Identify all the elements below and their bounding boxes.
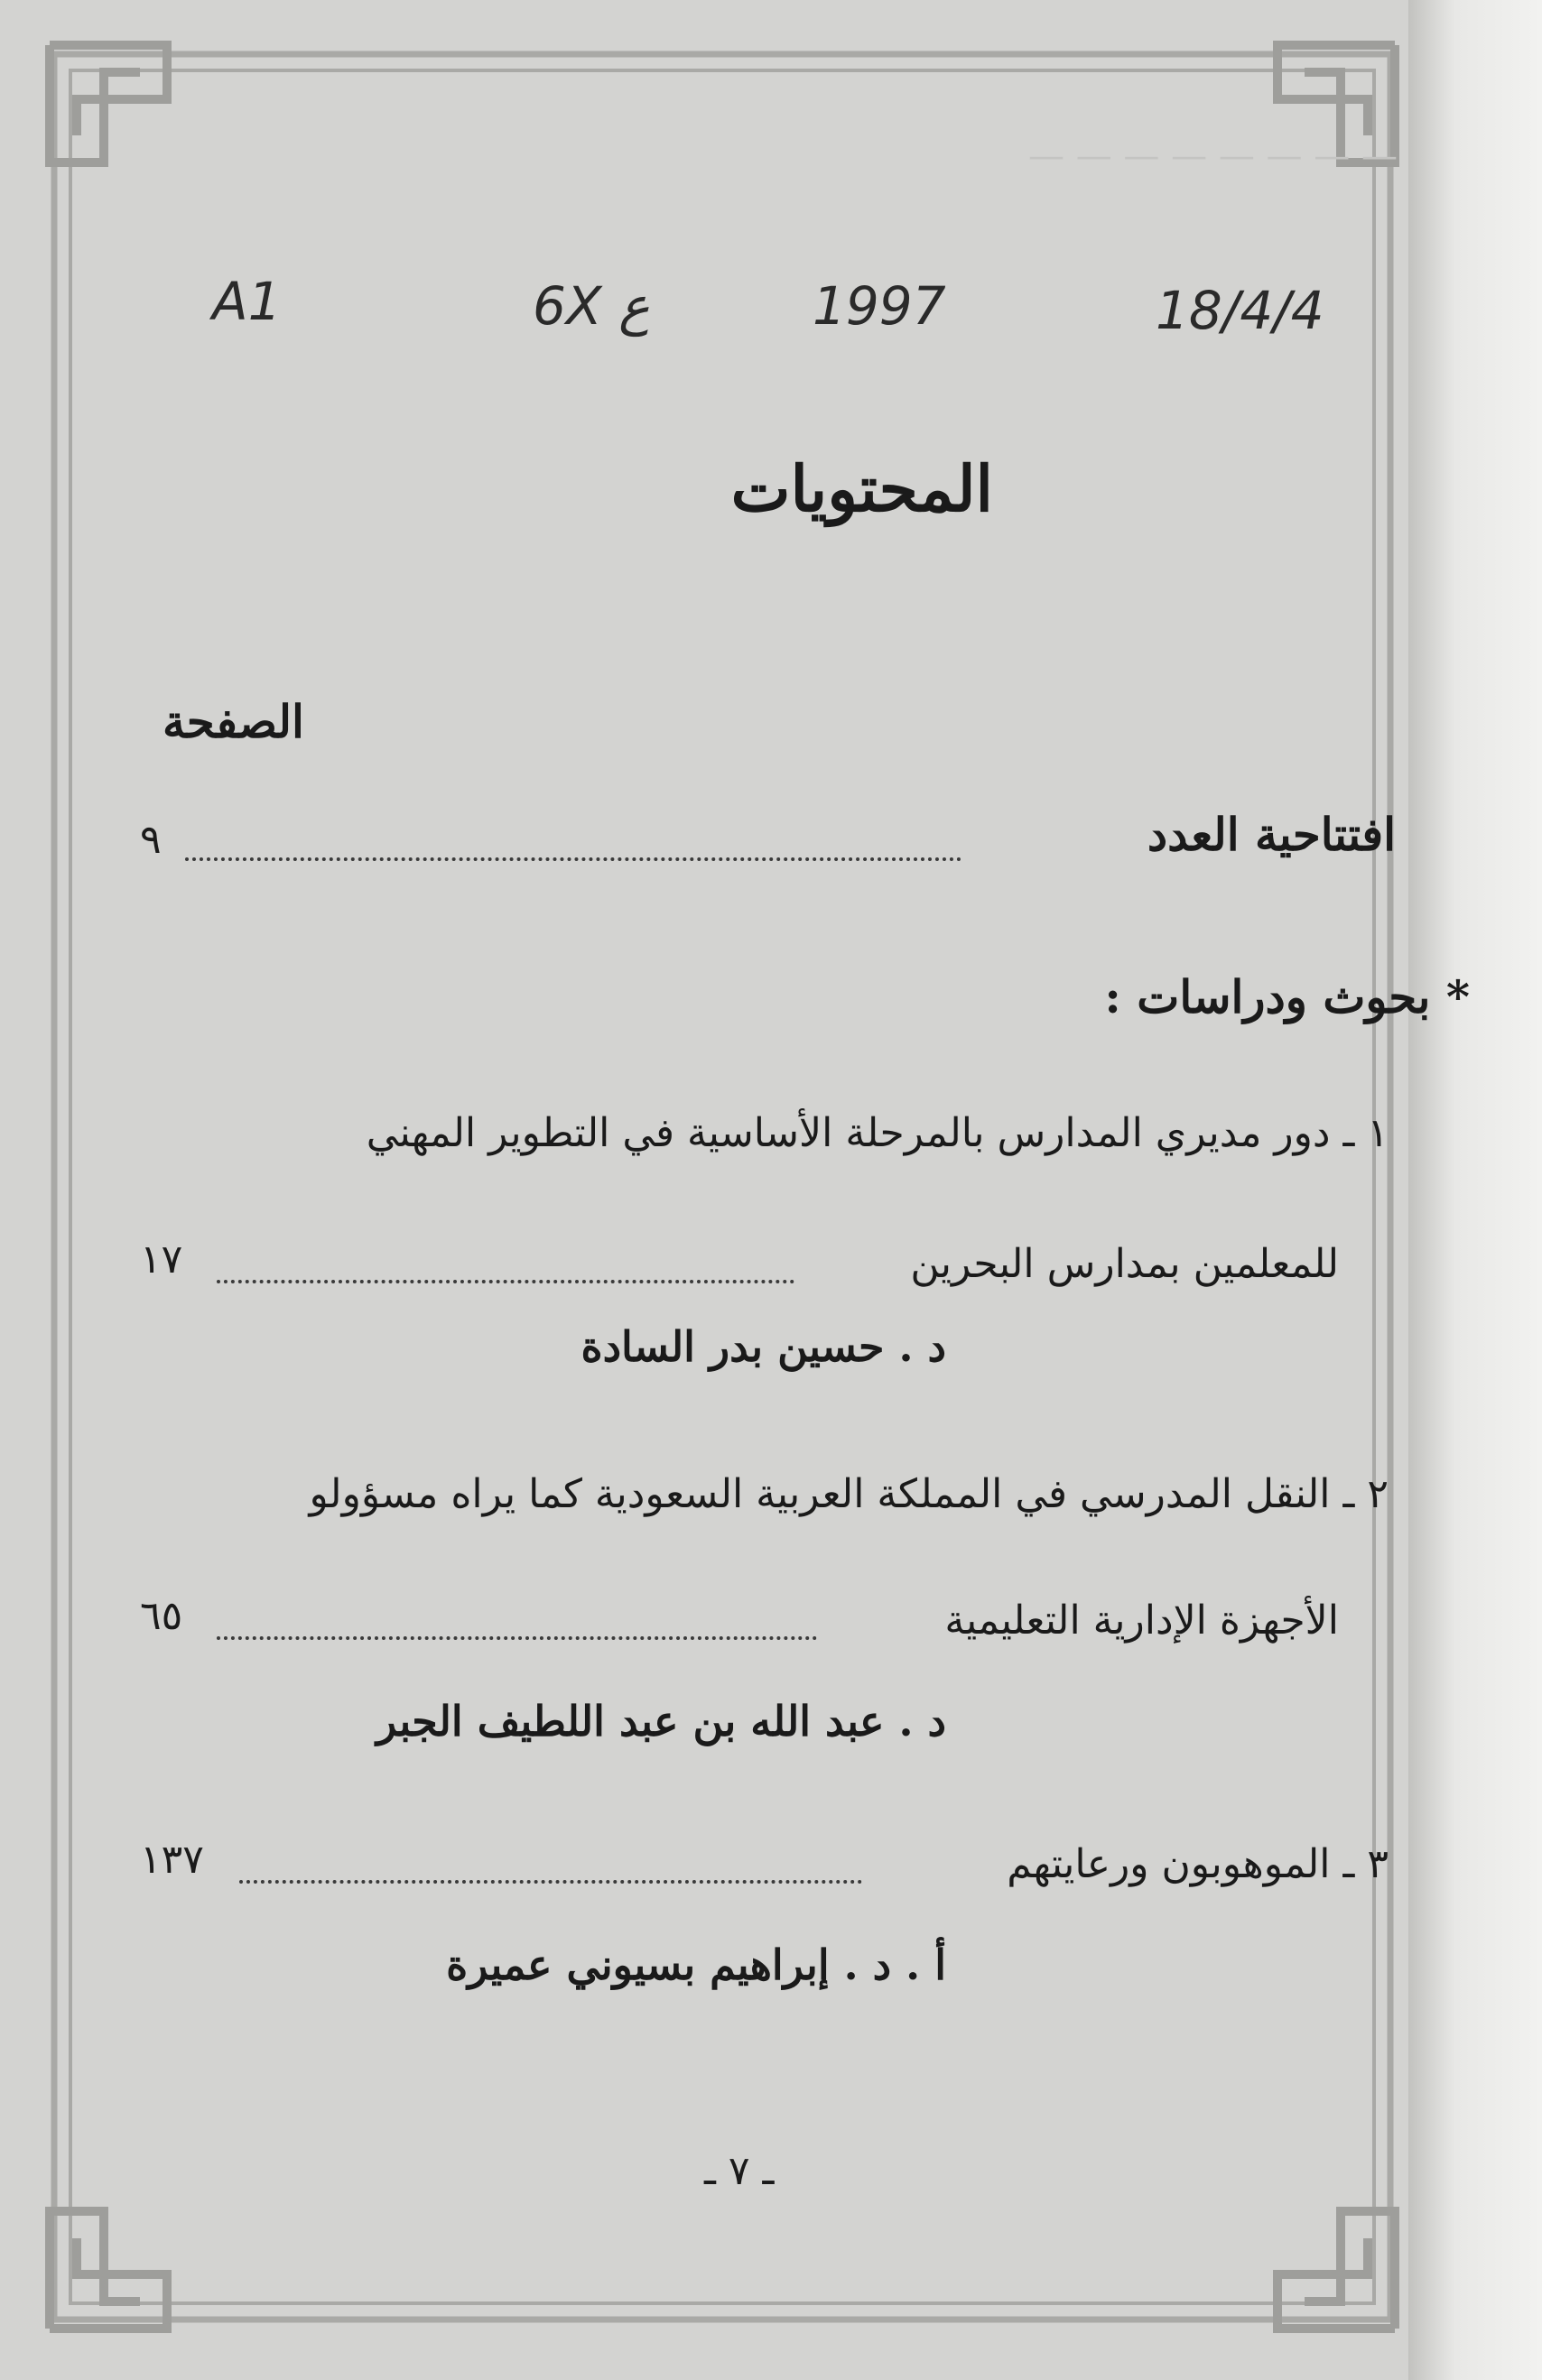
entry-2-author: د . عبد الله بن عبد اللطيف الجبر xyxy=(376,1697,946,1746)
entry-3-leader xyxy=(239,1880,862,1884)
entry-2-line1: ٢ ـ النقل المدرسي في المملكة العربية السعودية كما يراه مسؤولو xyxy=(309,1471,1389,1517)
entry-3-page: ١٣٧ xyxy=(140,1837,204,1883)
entry-2-page: ٦٥ xyxy=(140,1593,183,1639)
page-title: المحتويات xyxy=(730,451,993,526)
handwritten-ref-left: A1 xyxy=(212,271,282,332)
handwritten-ref-code: 6X ع xyxy=(533,275,650,337)
entry-3-author: أ . د . إبراهيم بسيوني عميرة xyxy=(446,1940,946,1989)
entry-2-line2: الأجهزة الإدارية التعليمية xyxy=(944,1597,1339,1644)
footer-page-number: ـ ٧ ـ xyxy=(704,2148,775,2194)
handwritten-ref-right: 18/4/4 xyxy=(1156,280,1324,341)
entry-1-leader xyxy=(217,1280,794,1283)
handwritten-year: 1997 xyxy=(813,275,946,337)
entry-1-line1: ١ ـ دور مديري المدارس بالمرحلة الأساسية في التطوير المهني xyxy=(366,1110,1389,1156)
entry-1-page: ١٧ xyxy=(140,1236,183,1283)
page-column-label: الصفحة xyxy=(163,695,304,748)
editorial-page: ٩ xyxy=(140,817,162,863)
entry-1-author: د . حسين بدر السادة xyxy=(581,1322,946,1371)
entry-2-leader xyxy=(217,1636,817,1640)
section-heading: * بحوث ودراسات : xyxy=(1104,970,1470,1023)
editorial-leader xyxy=(185,857,961,861)
bleed-through-texture: — — — — — — — — xyxy=(1027,135,1398,177)
editorial-label: افتتاحية العدد xyxy=(1147,808,1396,861)
entry-3-line1: ٣ ـ الموهوبون ورعايتهم xyxy=(1007,1841,1389,1887)
entry-1-line2: للمعلمين بمدارس البحرين xyxy=(910,1241,1339,1287)
